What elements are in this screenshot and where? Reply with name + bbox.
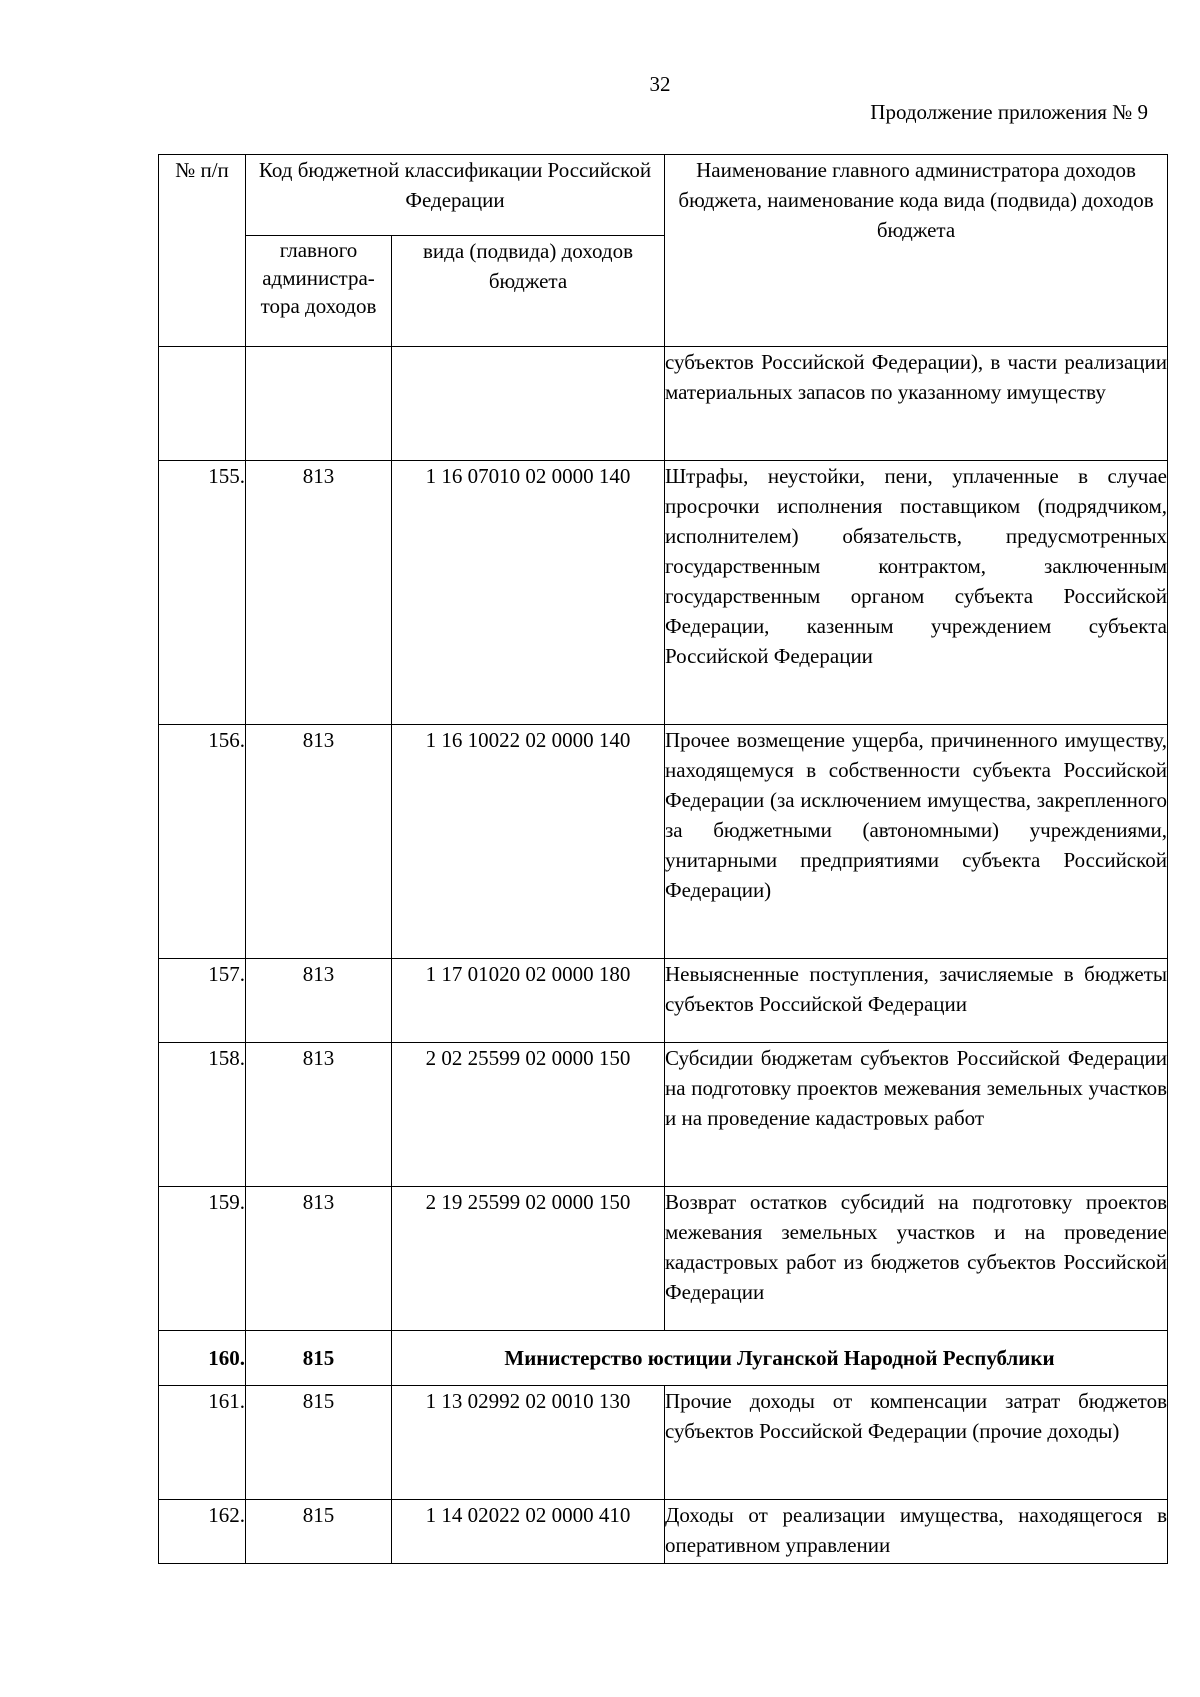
administrator-title: Министерство юстиции Луганской Народной Республики (392, 1331, 1168, 1386)
header-row-number: № п/п (159, 155, 246, 347)
row-number: 158. (159, 1043, 246, 1187)
row-number (159, 347, 246, 461)
income-name: Возврат остатков субсидий на подготовку проектов межевания земельных участков и на проведение кадастровых работ из бюджетов субъектов Российской Федерации (665, 1187, 1168, 1331)
budget-classification-table (158, 154, 1168, 1564)
row-number: 155. (159, 461, 246, 725)
admin-code: 813 (246, 725, 392, 959)
admin-code: 815 (246, 1386, 392, 1500)
admin-code (246, 347, 392, 461)
row-number: 157. (159, 959, 246, 1043)
table-row (159, 725, 1168, 959)
table-row (159, 347, 1168, 461)
income-name: субъектов Российской Федерации), в части реализации материальных запасов по указанному имуществу (665, 347, 1168, 461)
table-row (159, 1187, 1168, 1331)
page-number: 32 (649, 72, 671, 96)
table-row (159, 1500, 1168, 1564)
table-row (159, 1043, 1168, 1187)
income-code: 1 17 01020 02 0000 180 (392, 959, 665, 1043)
admin-code: 813 (246, 1187, 392, 1331)
income-code: 2 19 25599 02 0000 150 (392, 1187, 665, 1331)
admin-code: 813 (246, 461, 392, 725)
row-number: 162. (159, 1500, 246, 1564)
header-admin-code: главного администра-тора доходов (246, 236, 392, 347)
admin-code: 815 (246, 1500, 392, 1564)
income-name: Штрафы, неустойки, пени, уплаченные в случае просрочки исполнения поставщиком (подрядчиком, исполнителем) обязательств, предусмотренных государственным контрактом, заключенным государственным органом субъекта Российской Федерации, казенным учреждением субъекта Российской Федерации (665, 461, 1168, 725)
header-name: Наименование главного администратора доходов бюджета, наименование кода вида (подвида) доходов бюджета (665, 155, 1168, 347)
income-name: Субсидии бюджетам субъектов Российской Федерации на подготовку проектов межевания земельных участков и на проведение кадастровых работ (665, 1043, 1168, 1187)
admin-code: 813 (246, 959, 392, 1043)
income-name: Доходы от реализации имущества, находящегося в оперативном управлении (665, 1500, 1168, 1564)
header-income-type-code: вида (подвида) доходов бюджета (392, 236, 665, 347)
income-code: 1 16 07010 02 0000 140 (392, 461, 665, 725)
row-number: 156. (159, 725, 246, 959)
continuation-title: Продолжение приложения № 9 (870, 100, 1148, 124)
table-row (159, 1386, 1168, 1500)
income-code (392, 347, 665, 461)
table-row (159, 461, 1168, 725)
income-code: 1 13 02992 02 0010 130 (392, 1386, 665, 1500)
header-code-group: Код бюджетной классификации Российской Федерации (246, 155, 665, 236)
section-row (159, 1331, 1168, 1386)
income-name: Прочие доходы от компенсации затрат бюджетов субъектов Российской Федерации (прочие доходы) (665, 1386, 1168, 1500)
admin-code: 815 (246, 1331, 392, 1386)
table-row (159, 959, 1168, 1043)
income-name: Прочее возмещение ущерба, причиненного имуществу, находящемуся в собственности субъекта Российской Федерации (за исключением имущества, закрепленного за бюджетными (автономными) учреждениями, унитарными предприятиями субъекта Российской Федерации) (665, 725, 1168, 959)
income-code: 1 16 10022 02 0000 140 (392, 725, 665, 959)
row-number: 161. (159, 1386, 246, 1500)
row-number: 159. (159, 1187, 246, 1331)
income-code: 1 14 02022 02 0000 410 (392, 1500, 665, 1564)
admin-code: 813 (246, 1043, 392, 1187)
row-number: 160. (159, 1331, 246, 1386)
income-code: 2 02 25599 02 0000 150 (392, 1043, 665, 1187)
income-name: Невыясненные поступления, зачисляемые в бюджеты субъектов Российской Федерации (665, 959, 1168, 1043)
